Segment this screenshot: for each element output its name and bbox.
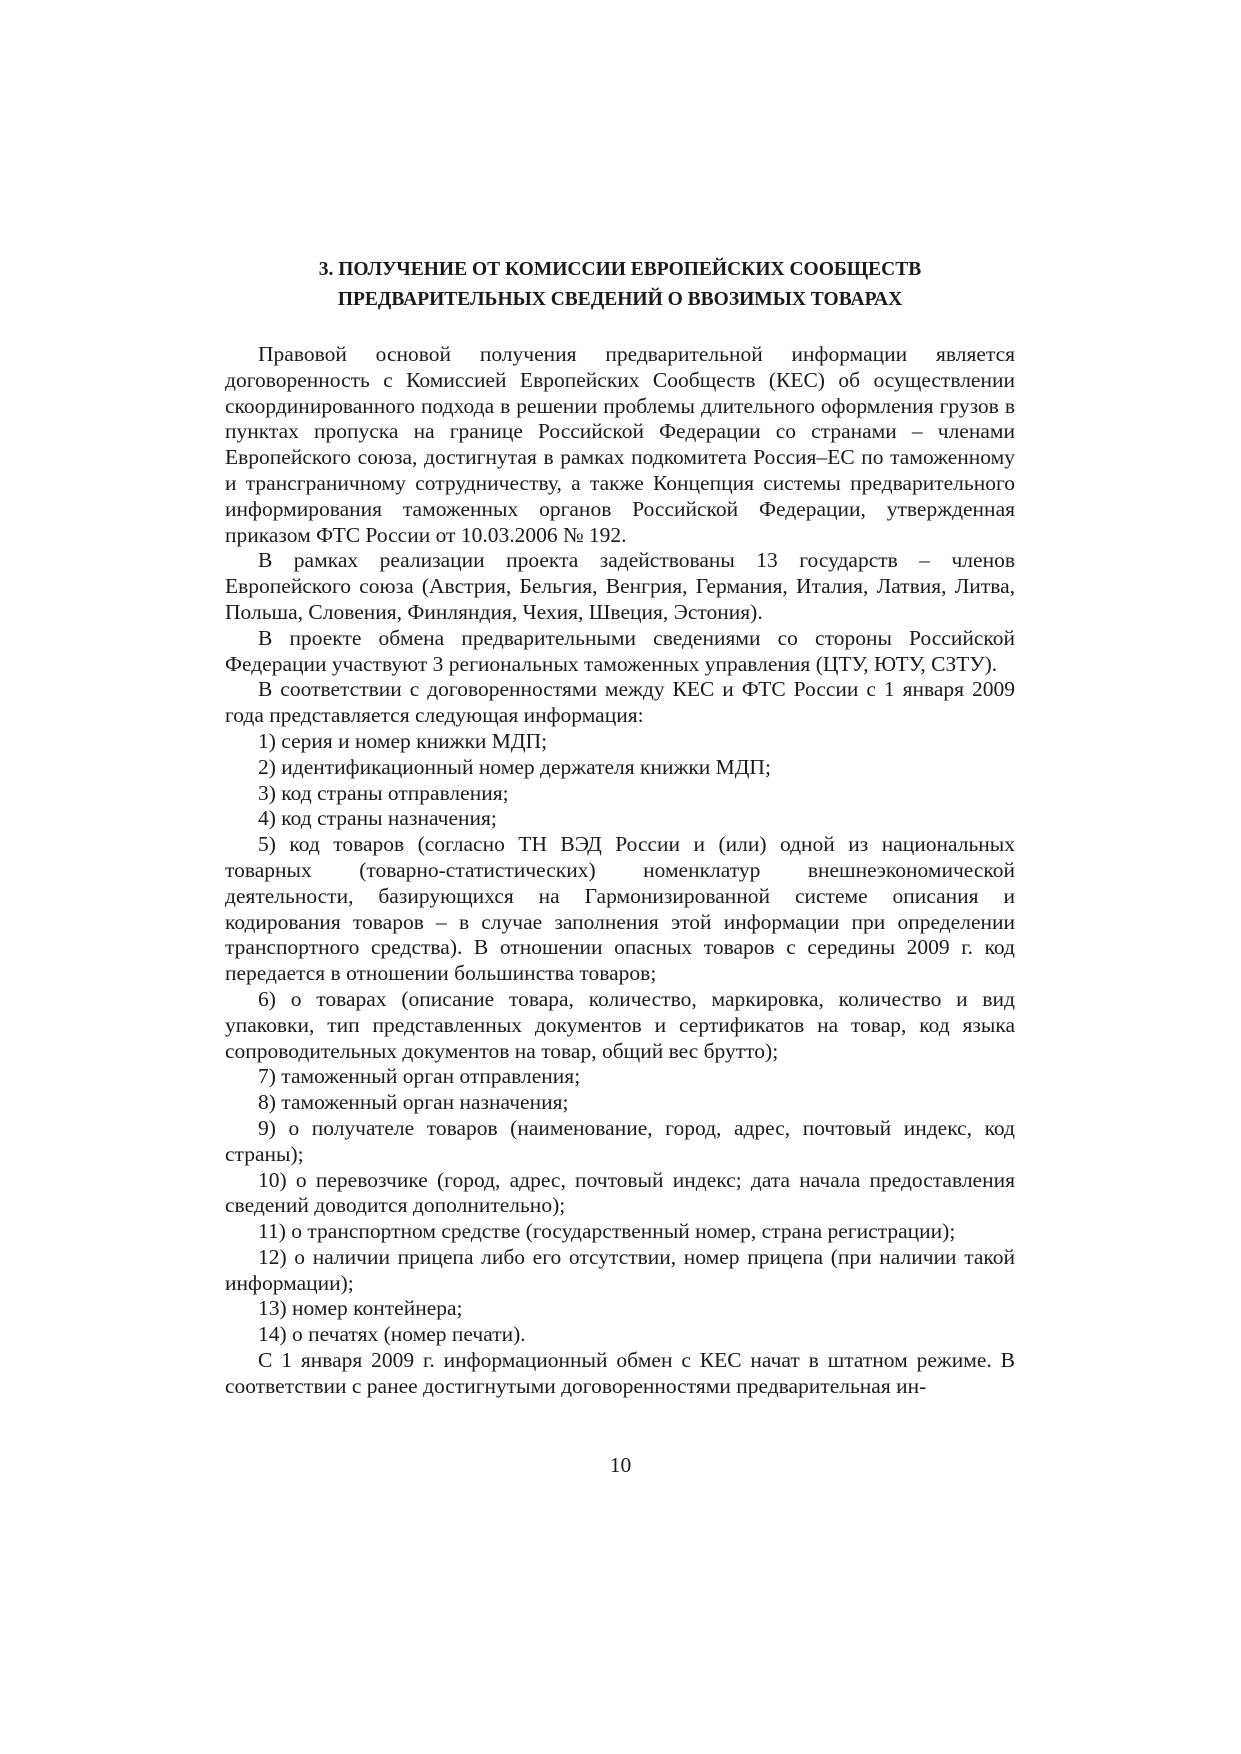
list-item-10: 10) о перевозчике (город, адрес, почтовый индекс; дата начала предоставления сведений доводится дополнительно); [225, 1167, 1015, 1218]
list-item-3: 3) код страны отправления; [258, 780, 509, 805]
list-item-8: 8) таможенный орган назначения; [258, 1090, 569, 1115]
list-item-12: 12) о наличии прицепа либо его отсутствии, номер прицепа (при наличии такой информации); [225, 1244, 1015, 1295]
paragraph-information-intro: В соответствии с договоренностями между КЕС и ФТС России с 1 января 2009 года представляется следующая информация: [225, 677, 1015, 728]
body-text [225, 342, 1015, 1400]
page-number: 10 [609, 1453, 632, 1477]
list-item-1: 1) серия и номер книжки МДП; [258, 728, 548, 753]
heading-line-2: ПРЕДВАРИТЕЛЬНЫХ СВЕДЕНИЙ О ВВОЗИМЫХ ТОВАРАХ [337, 289, 903, 310]
list-item-6: 6) о товарах (описание товара, количество, маркировка, количество и вид упаковки, тип представленных документов и сертификатов на товар, код языка сопроводительных документов на товар, общий вес брутто); [225, 986, 1015, 1063]
heading-line-1: 3. ПОЛУЧЕНИЕ ОТ КОМИССИИ ЕВРОПЕЙСКИХ СООБЩЕСТВ [318, 259, 922, 280]
document-page [225, 255, 1015, 1400]
paragraph-customs-departments: В проекте обмена предварительными сведениями со стороны Российской Федерации участвуют 3 региональных таможенных управления (ЦТУ, ЮТУ, СЗТУ). [225, 625, 1015, 676]
list-item-5: 5) код товаров (согласно ТН ВЭД России и (или) одной из национальных товарных (товарно-статистических) номенклатур внешнеэкономической деятельности, базирующихся на Гармонизированной системе описания и кодирования товаров – в случае заполнения этой информации при определении транспортного средства). В отношении опасных товаров с середины 2009 г. код передается в отношении большинства товаров; [225, 832, 1015, 986]
list-item-2: 2) идентификационный номер держателя книжки МДП; [258, 754, 771, 779]
list-item-9: 9) о получателе товаров (наименование, город, адрес, почтовый индекс, код страны); [225, 1115, 1015, 1166]
list-item-7: 7) таможенный орган отправления; [258, 1064, 581, 1089]
paragraph-exchange-start: С 1 января 2009 г. информационный обмен с КЕС начат в штатном режиме. В соответствии с ранее достигнутыми договоренностями предварительная ин- [225, 1348, 1015, 1398]
paragraph-eu-states: В рамках реализации проекта задействованы 13 государств – членов Европейского союза (Австрия, Бельгия, Венгрия, Германия, Италия, Латвия, Литва, Польша, Словения, Финляндия, Чехия, Швеция, Эстония). [225, 548, 1015, 624]
list-item-11: 11) о транспортном средстве (государственный номер, страна регистрации); [258, 1219, 956, 1244]
paragraph-legal-basis: Правовой основой получения предварительной информации является договоренность с Комиссией Европейских Сообществ (КЕС) об осуществлении скоординированного подхода в решении проблемы длительного оформления грузов в пунктах пропуска на границе Российской Федерации со странами – членами Европейского союза, достигнутая в рамках подкомитета Россия–ЕС по таможенному и трансграничному сотрудничеству, а также Концепция системы предварительного информирования таможенных органов Российской Федерации, утвержденная приказом ФТС России от 10.03.2006 № 192. [225, 342, 1015, 547]
list-item-14: 14) о печатях (номер печати). [258, 1322, 526, 1347]
list-item-4: 4) код страны назначения; [258, 806, 497, 831]
list-item-13: 13) номер контейнера; [258, 1296, 463, 1321]
section-heading [225, 255, 1015, 315]
